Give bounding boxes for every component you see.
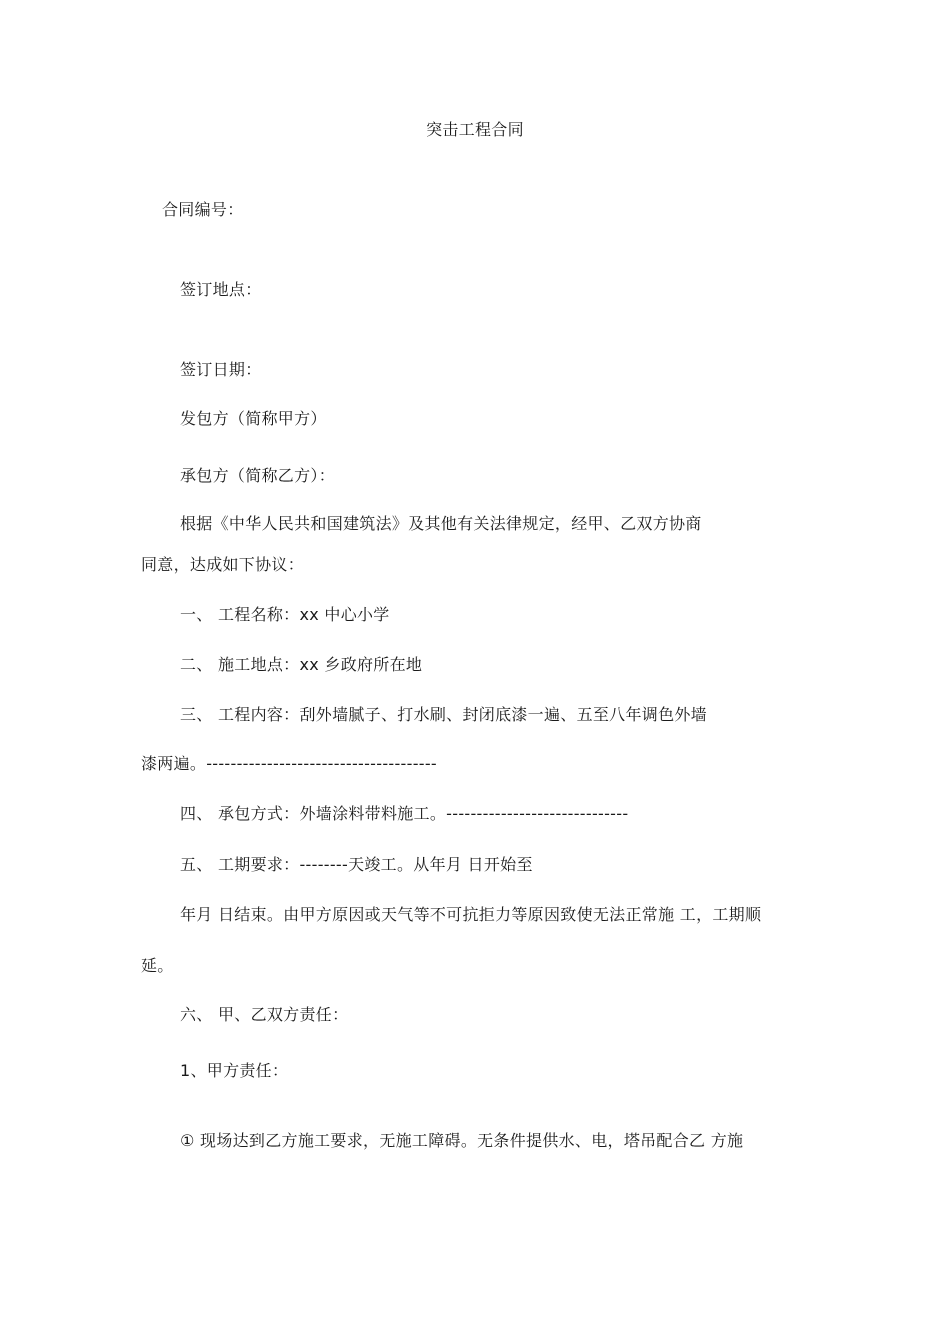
clause-5-schedule-line-2: 年月 日结束。由甲方原因或天气等不可抗拒力等原因致使无法正常施 工，工期顺 [180,905,762,924]
party-a-label: 发包方（简称甲方） [180,409,327,428]
clause-3-work-content-line-1: 三、 工程内容：刮外墙腻子、打水刷、封闭底漆一遍、五至八年调色外墙 [180,705,707,724]
clause-2-site-location: 二、 施工地点：xx 乡政府所在地 [180,655,423,674]
party-b-label: 承包方（简称乙方）： [180,466,336,485]
preamble-line-2: 同意，达成如下协议： [141,555,305,574]
preamble-line-1: 根据《中华人民共和国建筑法》及其他有关法律规定，经甲、乙双方协商 [180,514,702,533]
party-a-responsibility-item-1: ① 现场达到乙方施工要求，无施工障碍。无条件提供水、电，塔吊配合乙 方施 [180,1131,744,1150]
party-a-responsibilities-heading: 1、甲方责任： [180,1061,289,1080]
clause-5-schedule-line-3: 延。 [141,956,174,975]
signing-date-label: 签订日期： [180,360,262,379]
clause-6-responsibilities: 六、 甲、乙双方责任： [180,1005,349,1024]
document-title: 突击工程合同 [426,120,524,139]
clause-1-project-name: 一、 工程名称：xx 中心小学 [180,605,390,624]
contract-number-label: 合同编号： [162,200,244,219]
clause-4-contract-mode: 四、 承包方式：外墙涂料带料施工。------------------------------ [180,804,629,823]
signing-place-label: 签订地点： [180,280,262,299]
clause-3-work-content-line-2: 漆两遍。-------------------------------------- [141,754,437,773]
clause-5-schedule-line-1: 五、 工期要求：--------天竣工。从年月 日开始至 [180,855,533,874]
